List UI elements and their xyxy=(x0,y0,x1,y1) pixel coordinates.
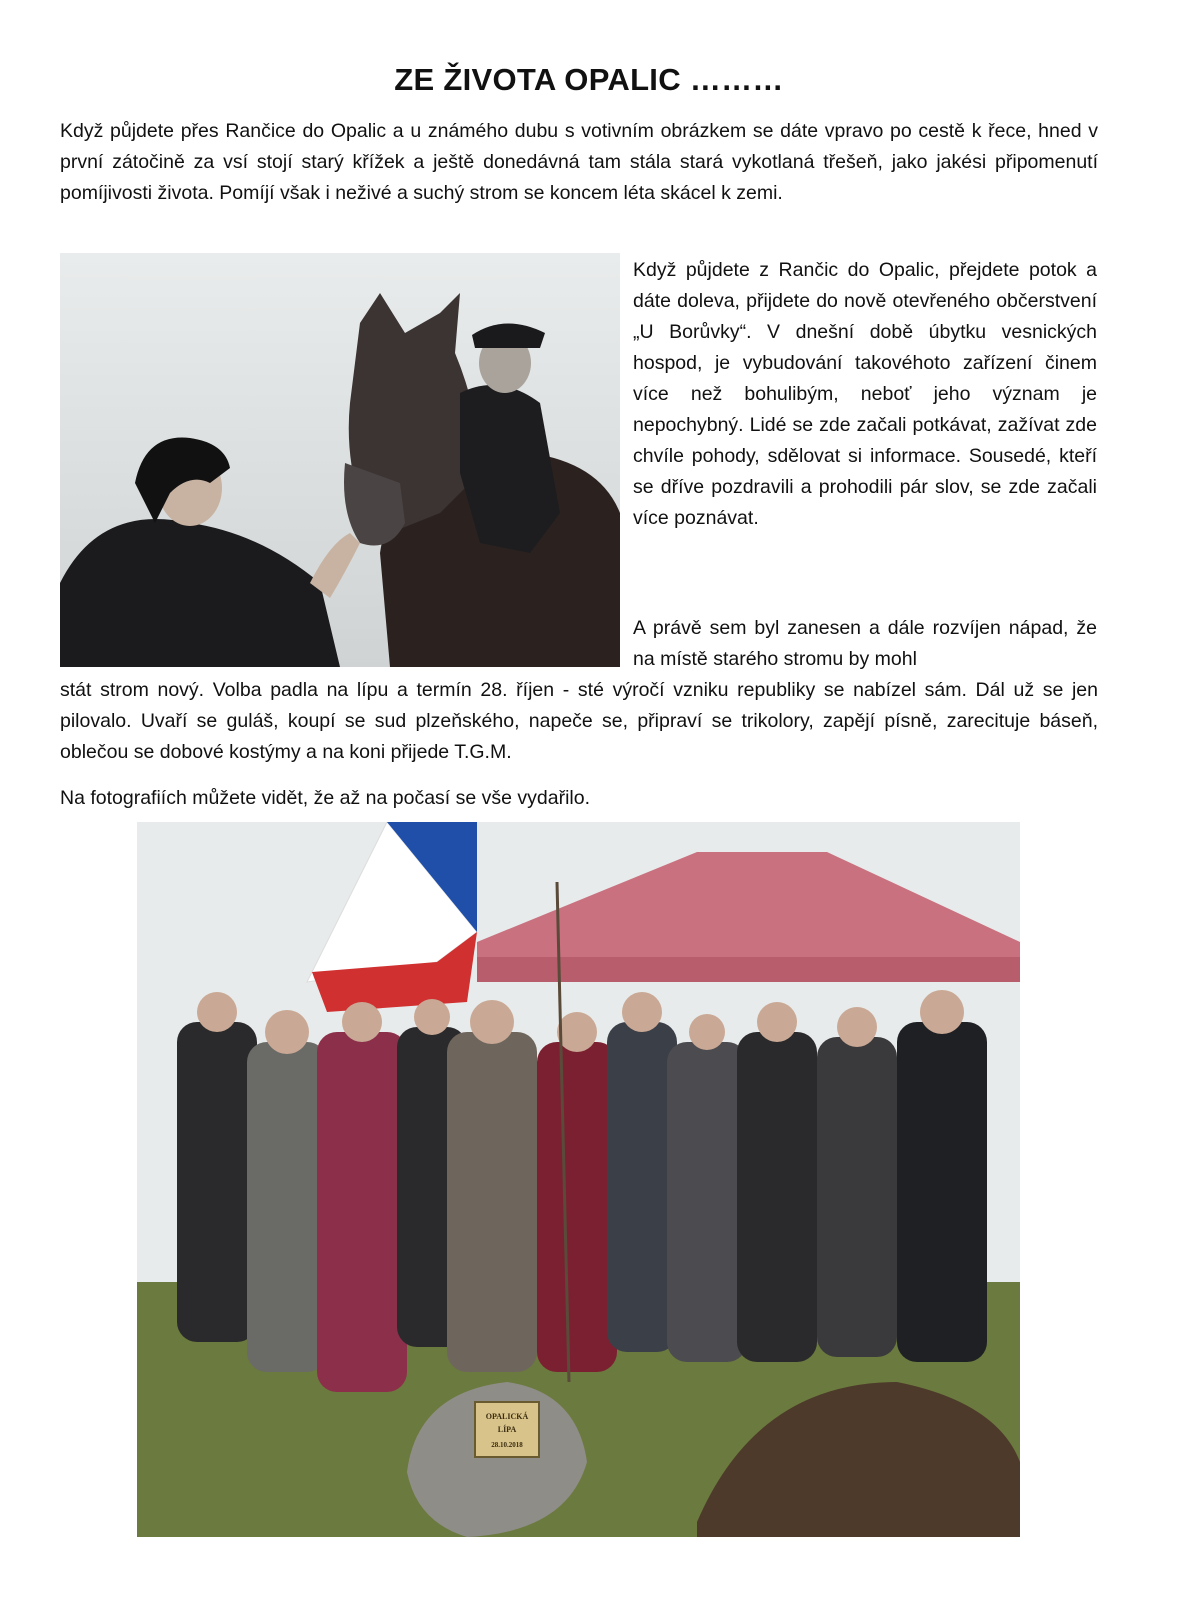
paragraph-idea-start: A právě sem byl zanesen a dále rozvíjen nápad, že na místě starého stromu by mohl xyxy=(633,617,1097,670)
plaque-line-1: OPALICKÁ xyxy=(485,1412,529,1421)
plaque-line-2: LÍPA xyxy=(497,1425,517,1434)
photo-tree-planting xyxy=(137,822,1020,1537)
horse-rider-illustration xyxy=(60,253,620,667)
paragraph-u-boruvky: Když půjdete z Rančic do Opalic, přejdete potok a dáte doleva, přijdete do nově otevřeného občerstvení „U Borůvky“. V dnešní době úbytku vesnických hospod, je vybudování takovéhoto zařízení činem více než bohulibým, neboť jeho význam je nepochybný. Lidé se zde začali potkávat, zažívat zde chvíle pohody, sdělovat si informace. Sousedé, kteří se dříve pozdravili a prohodili pár slov, se zde začali více poznávat. xyxy=(633,259,1097,529)
plaque-line-3: 28.10.2018 xyxy=(491,1441,523,1449)
paragraph-idea-continued: stát strom nový. Volba padla na lípu a termín 28. říjen - sté výročí vzniku republiky se nabízel sám. Dál už se jen pilovalo. Uvaří se guláš, koupí se sud plzeňského, napeče se, připraví se trikolory, zapějí písně, zarecituje báseň, oblečou se dobové kostýmy a na koni přijede T.G.M. xyxy=(60,679,1098,763)
group-photo-illustration xyxy=(137,822,1020,1537)
photo-horse-rider xyxy=(60,253,620,667)
paragraph-intro: Když půjdete přes Rančice do Opalic a u známého dubu s votivním obrázkem se dáte vpravo po cestě k řece, hned v první zátočině za vsí stojí starý křížek a ještě donedávná tam stála stará vykotlaná třešeň, jako jakési připomenutí pomíjivosti života. Pomíjí však i neživé a suchý strom se koncem léta skácel k zemi. xyxy=(60,120,1098,204)
article-title: ZE ŽIVOTA OPALIC ……… xyxy=(394,62,784,97)
paragraph-photos-note: Na fotografiích můžete vidět, že až na počasí se vše vydařilo. xyxy=(60,787,591,809)
